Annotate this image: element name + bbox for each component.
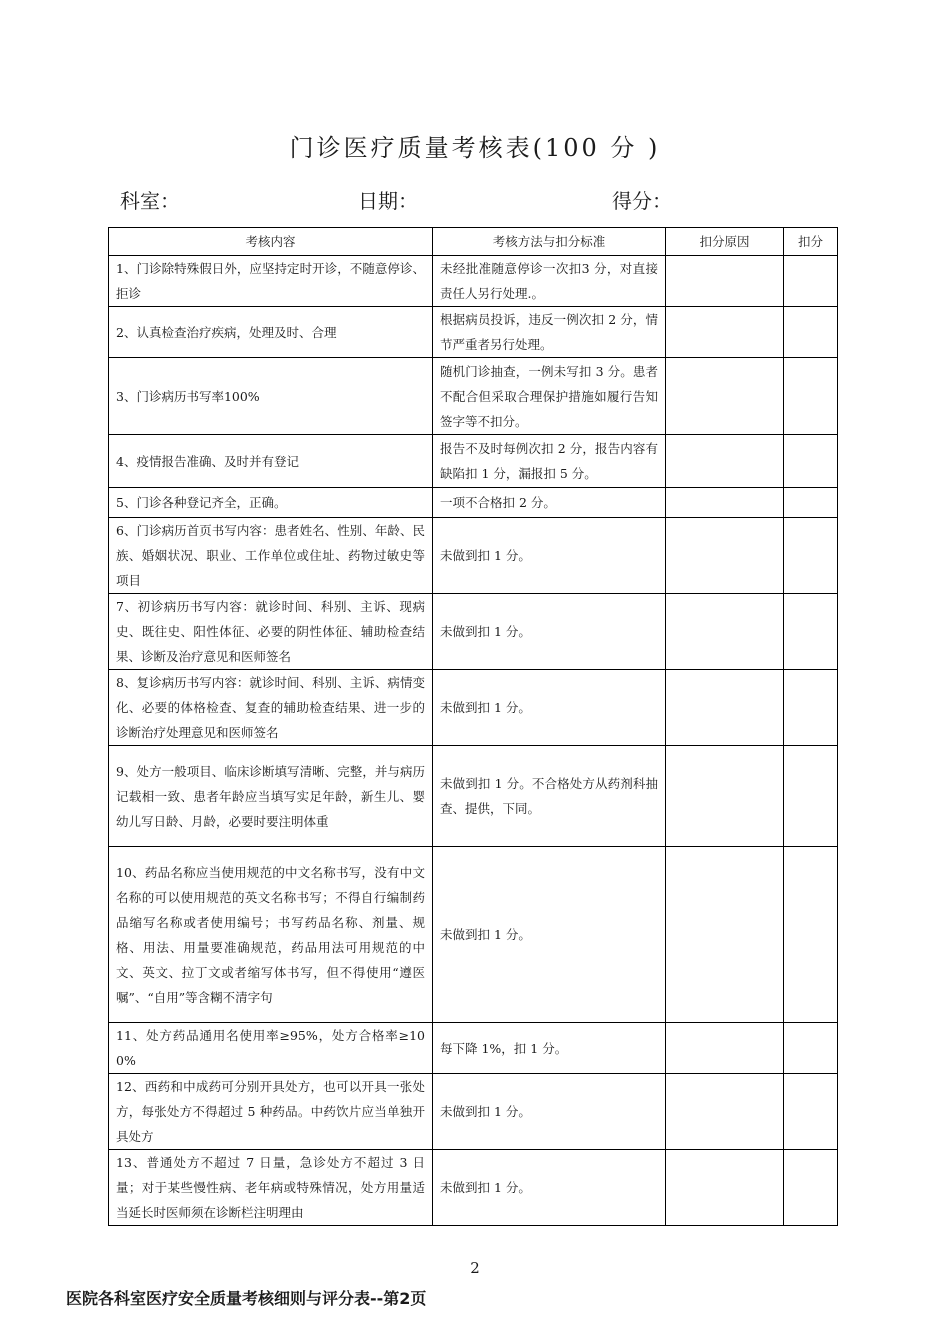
row-deduction: [784, 1074, 838, 1150]
table-row: [109, 670, 838, 746]
row-content: 11、处方药品通用名使用率≥95%，处方合格率≥100%: [109, 1023, 433, 1074]
table-row: [109, 1150, 838, 1226]
row-content: 9、处方一般项目、临床诊断填写清晰、完整，并与病历记载相一致、患者年龄应当填写实足年龄，新生儿、婴幼儿写日龄、月龄，必要时要注明体重: [109, 746, 433, 847]
row-reason: [666, 435, 784, 488]
row-content: 2、认真检查治疗疾病，处理及时、合理: [109, 307, 433, 358]
page-title: 门诊医疗质量考核表(100 分 ): [289, 134, 661, 162]
row-method: 一项不合格扣 2 分。: [433, 488, 666, 518]
row-reason: [666, 594, 784, 670]
header-method: 考核方法与扣分标准: [433, 228, 666, 256]
header-reason: 扣分原因: [666, 228, 784, 256]
row-method: 未做到扣 1 分。: [433, 847, 666, 1023]
row-reason: [666, 307, 784, 358]
row-reason: [666, 746, 784, 847]
assessment-table: [108, 227, 838, 1226]
row-reason: [666, 847, 784, 1023]
row-deduction: [784, 256, 838, 307]
table-row: [109, 1074, 838, 1150]
table-header-row: [109, 228, 838, 256]
row-deduction: [784, 307, 838, 358]
row-method: 每下降 1%，扣 1 分。: [433, 1023, 666, 1074]
row-reason: [666, 256, 784, 307]
row-deduction: [784, 594, 838, 670]
score-label: 得分：: [612, 189, 672, 213]
row-deduction: [784, 847, 838, 1023]
row-content: 6、门诊病历首页书写内容：患者姓名、性别、年龄、民族、婚姻状况、职业、工作单位或住址、药物过敏史等项目: [109, 518, 433, 594]
row-content: 8、复诊病历书写内容：就诊时间、科别、主诉、病情变化、必要的体格检查、复查的辅助检查结果、进一步的诊断治疗处理意见和医师签名: [109, 670, 433, 746]
row-deduction: [784, 488, 838, 518]
row-content: 13、普通处方不超过 7 日量，急诊处方不超过 3 日量；对于某些慢性病、老年病或特殊情况，处方用量适当延长时医师须在诊断栏注明理由: [109, 1150, 433, 1226]
row-reason: [666, 358, 784, 435]
table-row: [109, 256, 838, 307]
row-method: 未经批准随意停诊一次扣3 分，对直接责任人另行处理.。: [433, 256, 666, 307]
row-method: 未做到扣 1 分。: [433, 1150, 666, 1226]
row-deduction: [784, 670, 838, 746]
row-method: 根据病员投诉，违反一例次扣 2 分，情节严重者另行处理。: [433, 307, 666, 358]
table-row: [109, 358, 838, 435]
row-method: 未做到扣 1 分。不合格处方从药剂科抽查、提供，下同。: [433, 746, 666, 847]
date-label: 日期：: [358, 189, 418, 213]
row-reason: [666, 1074, 784, 1150]
header-deduction: 扣分: [784, 228, 838, 256]
row-reason: [666, 670, 784, 746]
table-row: [109, 594, 838, 670]
table-row: [109, 847, 838, 1023]
row-content: 5、门诊各种登记齐全，正确。: [109, 488, 433, 518]
row-reason: [666, 488, 784, 518]
row-reason: [666, 1150, 784, 1226]
row-deduction: [784, 746, 838, 847]
row-method: 报告不及时每例次扣 2 分，报告内容有缺陷扣 1 分，漏报扣 5 分。: [433, 435, 666, 488]
table-row: [109, 518, 838, 594]
row-method: 未做到扣 1 分。: [433, 594, 666, 670]
row-method: 未做到扣 1 分。: [433, 1074, 666, 1150]
table-row: [109, 1023, 838, 1074]
header-content: 考核内容: [109, 228, 433, 256]
page-number: 2: [470, 1259, 480, 1277]
row-deduction: [784, 435, 838, 488]
table-row: [109, 488, 838, 518]
form-meta-row: [120, 185, 720, 215]
row-content: 3、门诊病历书写率100%: [109, 358, 433, 435]
row-content: 7、初诊病历书写内容：就诊时间、科别、主诉、现病史、既往史、阳性体征、必要的阴性体征、辅助检查结果、诊断及治疗意见和医师签名: [109, 594, 433, 670]
row-deduction: [784, 1023, 838, 1074]
table-row: [109, 435, 838, 488]
row-content: 10、药品名称应当使用规范的中文名称书写，没有中文名称的可以使用规范的英文名称书写；不得自行编制药品缩写名称或者使用编号；书写药品名称、剂量、规格、用法、用量要准确规范，药品用法可用规范的中文、英文、拉丁文或者缩写体书写，但不得使用“遵医嘱”、“自用”等含糊不清字句: [109, 847, 433, 1023]
row-method: 未做到扣 1 分。: [433, 518, 666, 594]
row-deduction: [784, 1150, 838, 1226]
row-deduction: [784, 358, 838, 435]
table-row: [109, 746, 838, 847]
row-reason: [666, 518, 784, 594]
row-reason: [666, 1023, 784, 1074]
footer-caption: 医院各科室医疗安全质量考核细则与评分表--第2页: [66, 1289, 427, 1308]
row-method: 随机门诊抽查，一例未写扣 3 分。患者不配合但采取合理保护措施如履行告知签字等不扣分。: [433, 358, 666, 435]
department-label: 科室：: [120, 189, 180, 213]
row-deduction: [784, 518, 838, 594]
table-row: [109, 307, 838, 358]
row-content: 4、疫情报告准确、及时并有登记: [109, 435, 433, 488]
row-method: 未做到扣 1 分。: [433, 670, 666, 746]
row-content: 12、西药和中成药可分别开具处方，也可以开具一张处方，每张处方不得超过 5 种药品。中药饮片应当单独开具处方: [109, 1074, 433, 1150]
row-content: 1、门诊除特殊假日外，应坚持定时开诊，不随意停诊、拒诊: [109, 256, 433, 307]
